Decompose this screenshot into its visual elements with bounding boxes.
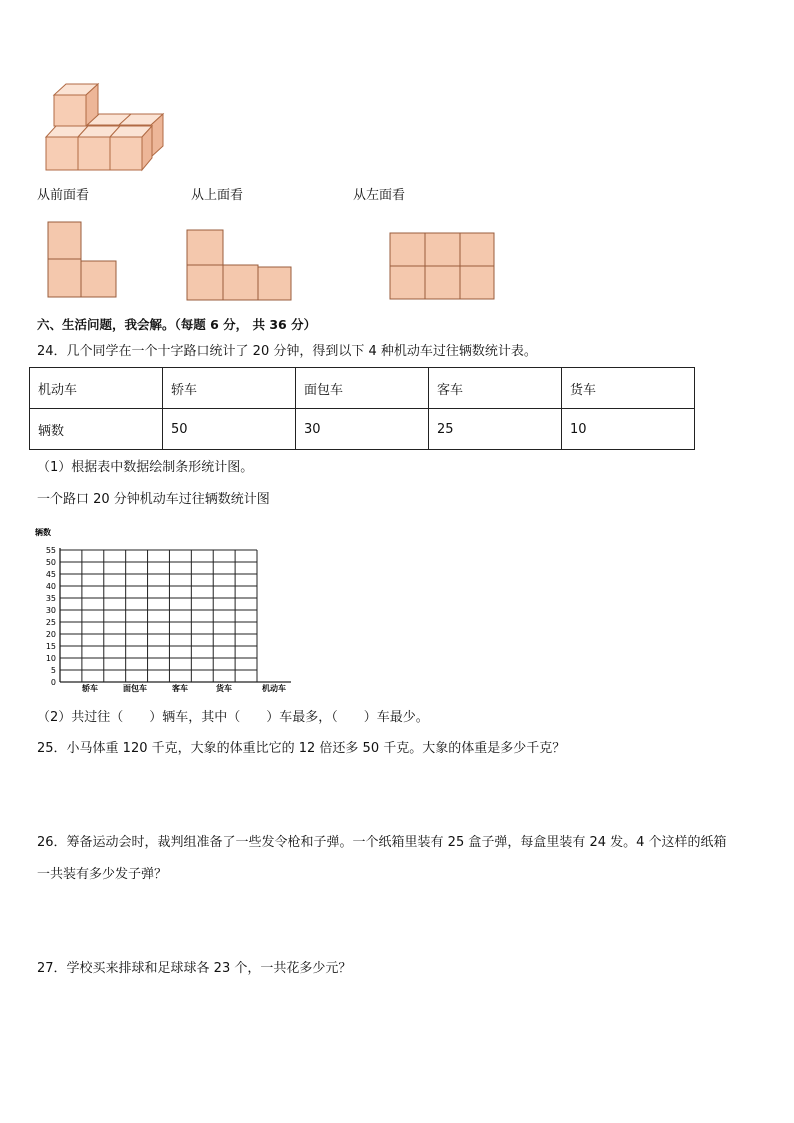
table-cell: 辆数	[30, 409, 163, 450]
table-row	[30, 368, 695, 409]
table-cell: 货车	[562, 368, 695, 409]
table-cell: 面包车	[296, 368, 429, 409]
q24-part1: （1）根据表中数据绘制条形统计图。	[37, 460, 254, 475]
table-cell: 25	[429, 409, 562, 450]
y-tick-label: 25	[45, 618, 56, 627]
q24-part2: （2）共过往（ ）辆车，其中（ ）车最多，（ ）车最少。	[37, 710, 429, 725]
y-tick-label: 45	[45, 570, 56, 579]
y-tick-label: 40	[45, 582, 56, 591]
y-axis-label: 辆数	[35, 528, 51, 537]
chart-title: 一个路口 20 分钟机动车过往辆数统计图	[37, 492, 270, 507]
q27-text: 27．学校买来排球和足球球各 23 个，一共花多少元？	[37, 961, 352, 976]
y-tick-label: 0	[50, 678, 56, 687]
table-cell: 30	[296, 409, 429, 450]
x-axis-label: 机动车	[262, 684, 286, 693]
table-cell: 10	[562, 409, 695, 450]
front-view-label: 从前面看	[37, 188, 90, 203]
bar-chart	[28, 520, 308, 698]
table-row	[30, 409, 695, 450]
top-view-label: 从上面看	[191, 188, 244, 203]
vehicle-count-table	[29, 367, 695, 450]
left-view-label: 从左面看	[353, 188, 406, 203]
x-tick-label: 客车	[172, 684, 188, 693]
y-tick-label: 50	[45, 558, 56, 567]
top-view-diagram	[186, 229, 294, 303]
x-tick-label: 面包车	[123, 684, 147, 693]
y-tick-label: 55	[45, 546, 56, 555]
y-tick-label: 5	[50, 666, 56, 675]
y-tick-label: 15	[45, 642, 56, 651]
q25-text: 25．小马体重 120 千克，大象的体重比它的 12 倍还多 50 千克。大象的体重是多少千克？	[37, 741, 566, 756]
y-tick-label: 30	[45, 606, 56, 615]
table-cell: 客车	[429, 368, 562, 409]
q26-line2: 一共装有多少发子弹？	[37, 867, 168, 882]
table-cell: 轿车	[163, 368, 296, 409]
section-6-title: 六、生活问题，我会解。（每题 6 分， 共 36 分）	[37, 317, 317, 332]
q26-line1: 26．筹备运动会时，裁判组准备了一些发令枪和子弹。一个纸箱里装有 25 盒子弹，每盒里装有 24 发。4 个这样的纸箱	[37, 835, 727, 850]
front-view-diagram	[47, 221, 119, 301]
x-tick-label: 货车	[216, 684, 232, 693]
y-tick-label: 35	[45, 594, 56, 603]
cube-figure	[40, 80, 174, 174]
left-view-diagram	[389, 232, 497, 302]
table-cell: 机动车	[30, 368, 163, 409]
table-cell: 50	[163, 409, 296, 450]
y-tick-label: 20	[45, 630, 56, 639]
q24-text: 24．几个同学在一个十字路口统计了 20 分钟，得到以下 4 种机动车过往辆数统计表。	[37, 344, 537, 359]
x-tick-label: 轿车	[82, 684, 98, 693]
y-tick-label: 10	[45, 654, 56, 663]
